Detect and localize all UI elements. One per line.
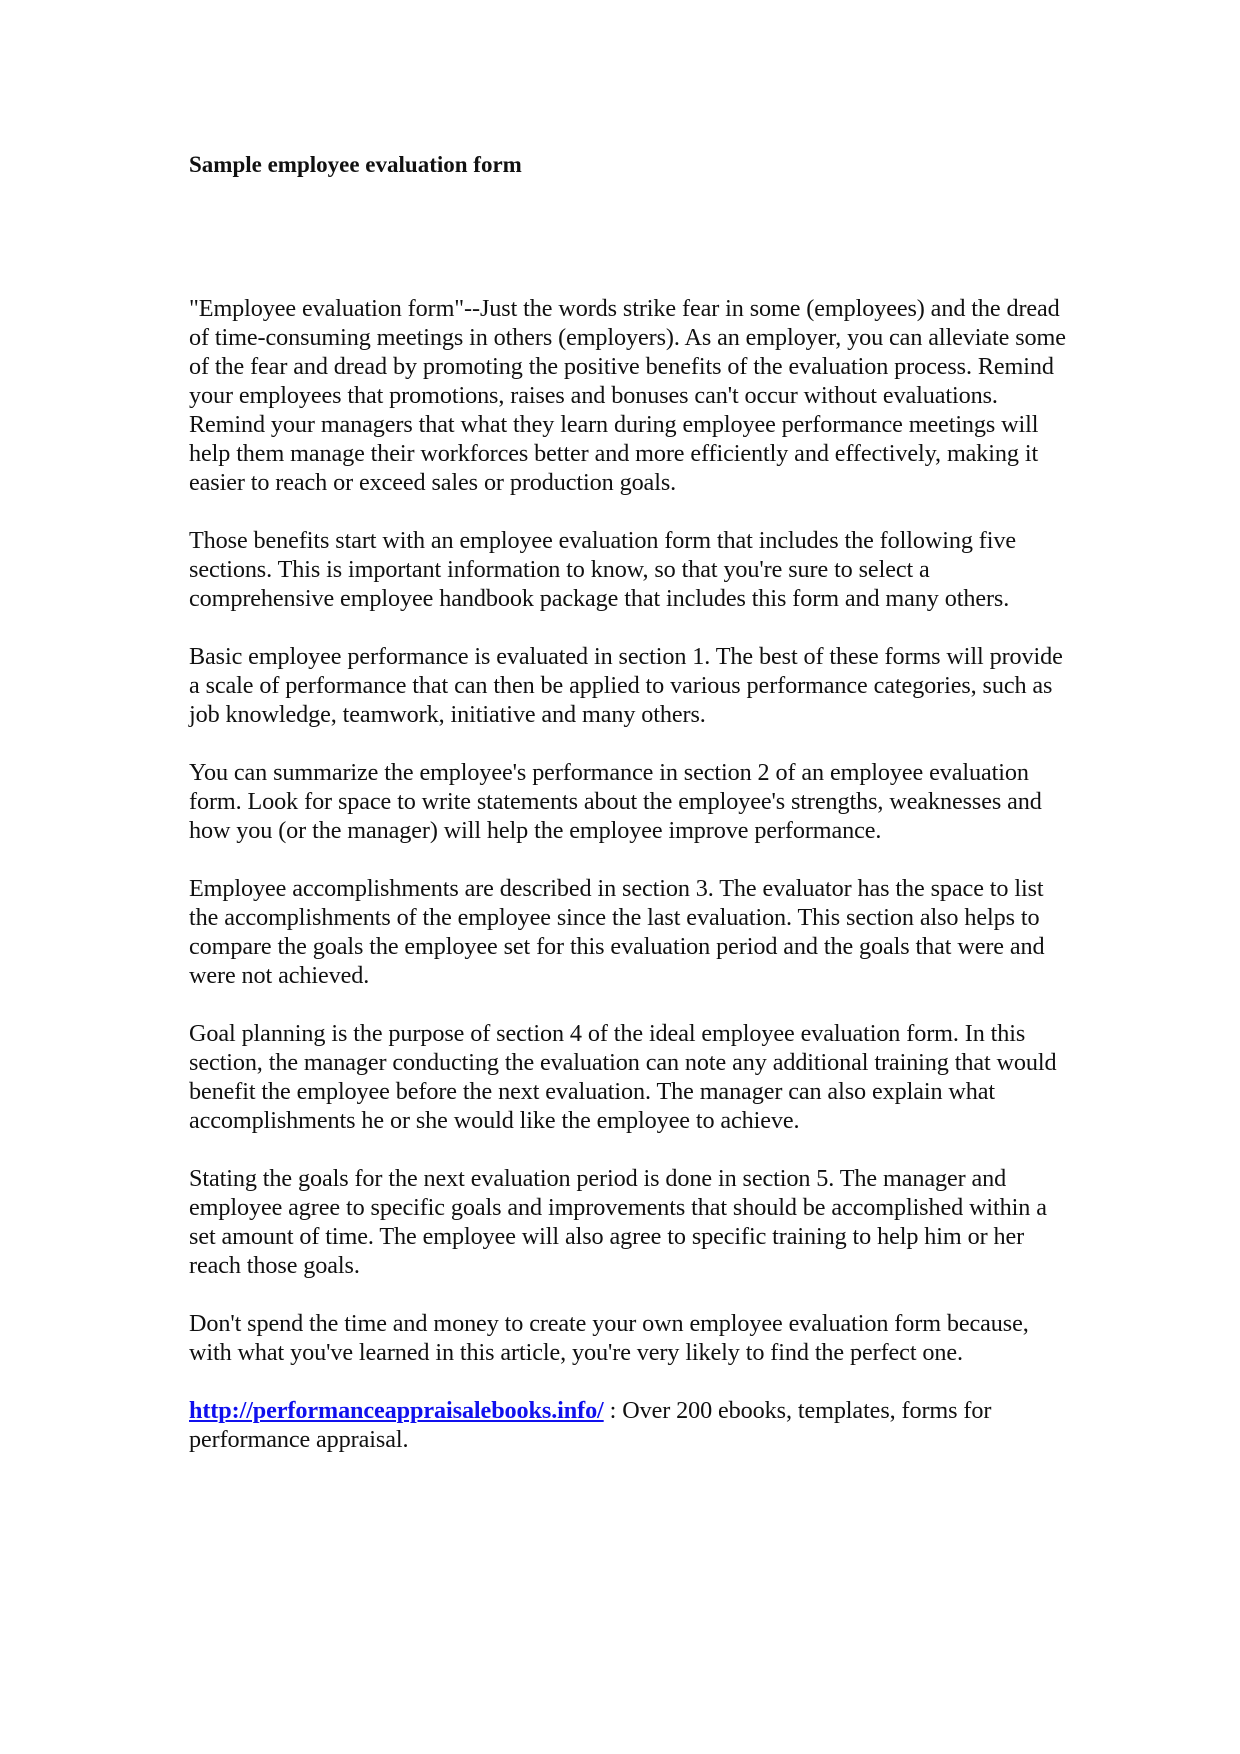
paragraph-conclusion: Don't spend the time and money to create your own employee evaluation form because, with what you've learned in this article, you're very likely to find the perfect one. — [189, 1310, 1029, 1366]
resource-link[interactable]: http://performanceappraisalebooks.info/ — [189, 1397, 604, 1424]
paragraph-section-1: Basic employee performance is evaluated in section 1. The best of these forms will provide a scale of performance that can then be applied to various performance categories, such as job knowledge, teamwork, initiative and many others. — [189, 643, 1063, 728]
document-body — [189, 294, 1069, 1454]
paragraph-footer — [189, 1396, 1069, 1454]
document-page — [189, 150, 1069, 1483]
paragraph-section-5: Stating the goals for the next evaluation period is done in section 5. The manager and employee agree to specific goals and improvements that should be accomplished within a set amount of time. The employee will also agree to specific training to help him or her reach those goals. — [189, 1165, 1047, 1279]
paragraph-section-4: Goal planning is the purpose of section 4 of the ideal employee evaluation form. In this section, the manager conducting the evaluation can note any additional training that would benefit the employee before the next evaluation. The manager can also explain what accomplishments he or she would like the employee to achieve. — [189, 1020, 1057, 1134]
paragraph-benefits: Those benefits start with an employee evaluation form that includes the following five sections. This is important information to know, so that you're sure to select a comprehensive employee handbook package that includes this form and many others. — [189, 527, 1016, 612]
paragraph-intro: "Employee evaluation form"--Just the words strike fear in some (employees) and the dread of time-consuming meetings in others (employers). As an employer, you can alleviate some of the fear and dread by promoting the positive benefits of the evaluation process. Remind your employees that promotions, raises and bonuses can't occur without evaluations. Remind your managers that what they learn during employee performance meetings will help them manage their workforces better and more efficiently and effectively, making it easier to reach or exceed sales or production goals. — [189, 295, 1066, 496]
footer-text: : Over 200 ebooks, templates, forms for performance appraisal. — [189, 1397, 992, 1453]
document-title: Sample employee evaluation form — [189, 152, 522, 177]
paragraph-section-3: Employee accomplishments are described in section 3. The evaluator has the space to list the accomplishments of the employee since the last evaluation. This section also helps to compare the goals the employee set for this evaluation period and the goals that were and were not achieved. — [189, 875, 1045, 989]
paragraph-section-2: You can summarize the employee's performance in section 2 of an employee evaluation form. Look for space to write statements about the employee's strengths, weaknesses and how you (or the manager) will help the employee improve performance. — [189, 759, 1042, 844]
